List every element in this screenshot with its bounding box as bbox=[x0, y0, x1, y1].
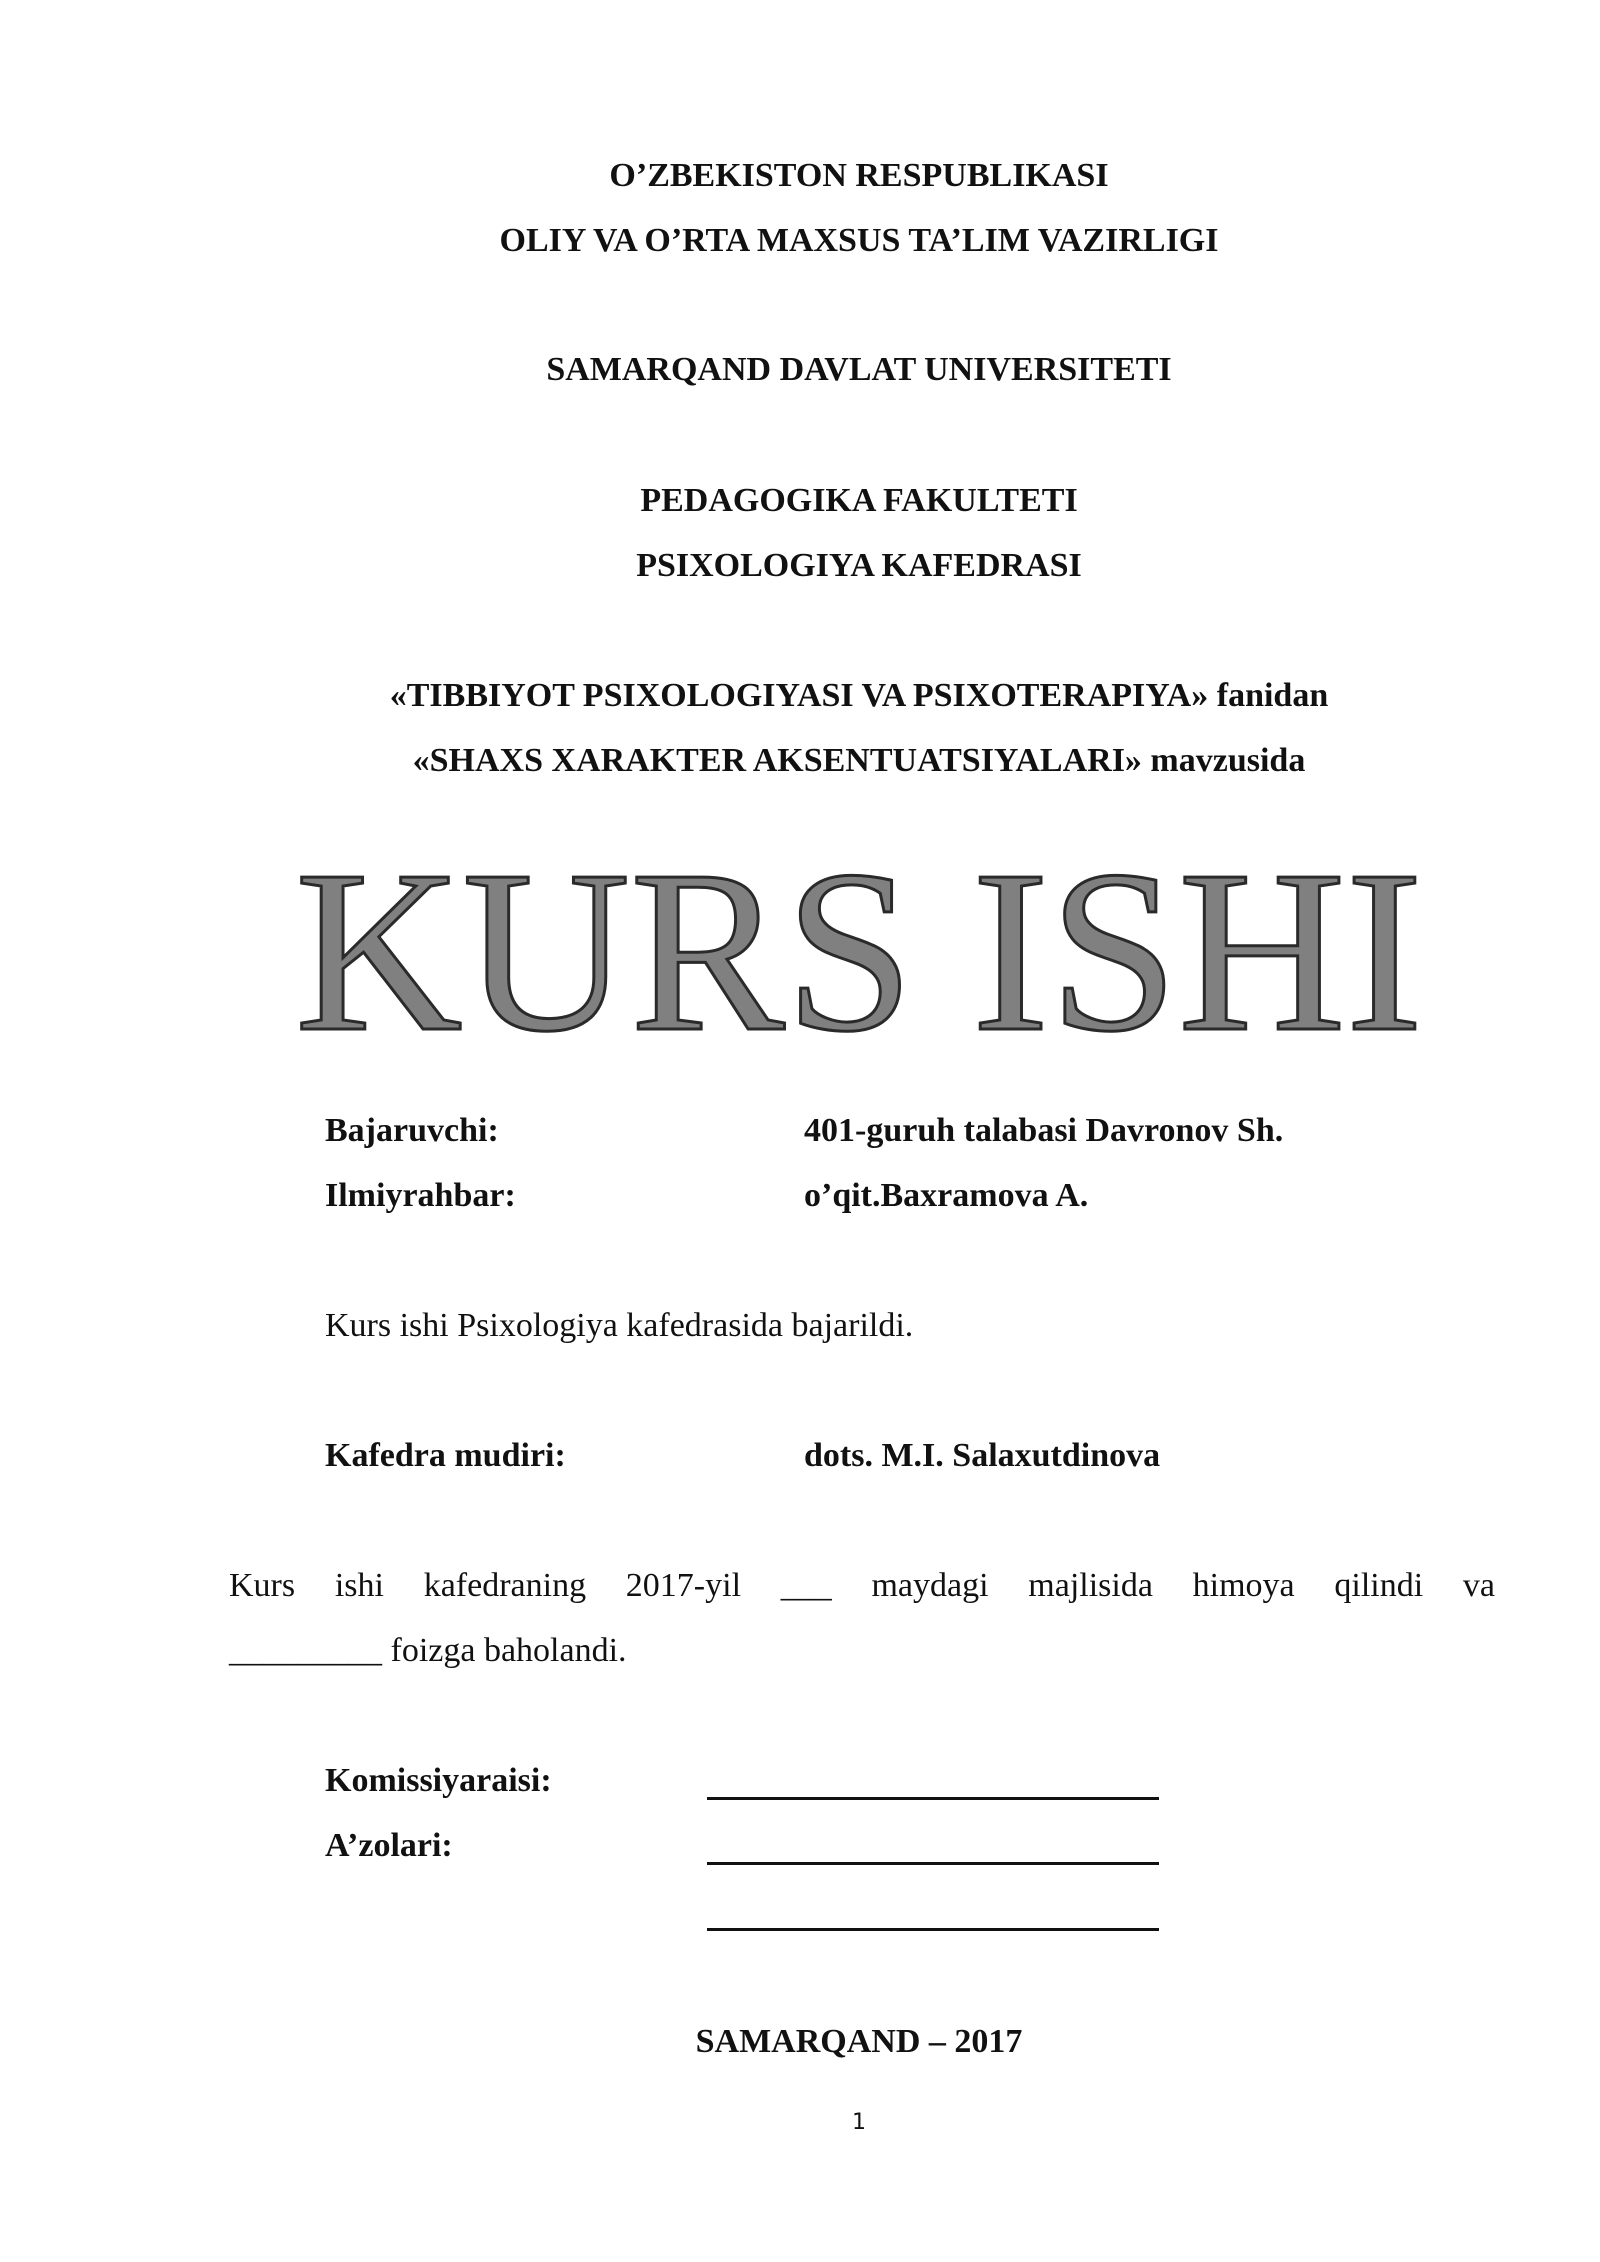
city-year: SAMARQAND – 2017 bbox=[695, 2023, 1023, 2060]
commission-members-label: A’zolari: bbox=[325, 1827, 453, 1864]
head-of-department-value: dots. M.I. Salaxutdinova bbox=[804, 1437, 1161, 1474]
commission-chair-label: Komissiyaraisi: bbox=[325, 1762, 552, 1799]
university-heading: SAMARQAND DAVLAT UNIVERSITETI bbox=[546, 351, 1172, 388]
document-title: KURS ISHI bbox=[295, 823, 1423, 1080]
department-heading: PSIXOLOGIYA KAFEDRASI bbox=[636, 547, 1082, 584]
faculty-heading: PEDAGOGIKA FAKULTETI bbox=[640, 482, 1078, 519]
member-signature-line-1 bbox=[707, 1862, 1159, 1865]
performer-label: Bajaruvchi: bbox=[325, 1112, 499, 1149]
head-of-department-label: Kafedra mudiri: bbox=[325, 1437, 566, 1474]
supervisor-label: Ilmiyrahbar: bbox=[325, 1177, 516, 1214]
supervisor-value: o’qit.Baxramova A. bbox=[804, 1177, 1089, 1214]
chair-signature-line bbox=[707, 1797, 1159, 1800]
country-heading: O’ZBEKISTON RESPUBLIKASI bbox=[609, 157, 1109, 194]
performer-value: 401-guruh talabasi Davronov Sh. bbox=[804, 1112, 1284, 1149]
completed-note: Kurs ishi Psixologiya kafedrasida bajarildi. bbox=[325, 1307, 914, 1344]
ministry-heading: OLIY VA O’RTA MAXSUS TA’LIM VAZIRLIGI bbox=[499, 222, 1219, 259]
page-number: 1 bbox=[852, 2110, 866, 2135]
defense-note-line2: _________ foizga baholandi. bbox=[229, 1632, 627, 1669]
member-signature-line-2 bbox=[707, 1928, 1159, 1931]
subject-line: «TIBBIYOT PSIXOLOGIYASI VA PSIXOTERAPIYA» fanidan bbox=[389, 677, 1329, 714]
topic-line: «SHAXS XARAKTER AKSENTUATSIYALARI» mavzusida bbox=[412, 742, 1306, 779]
defense-note-line1: Kurs ishi kafedraning 2017-yil ___ maydagi majlisida himoya qilindi va bbox=[229, 1567, 1495, 1604]
